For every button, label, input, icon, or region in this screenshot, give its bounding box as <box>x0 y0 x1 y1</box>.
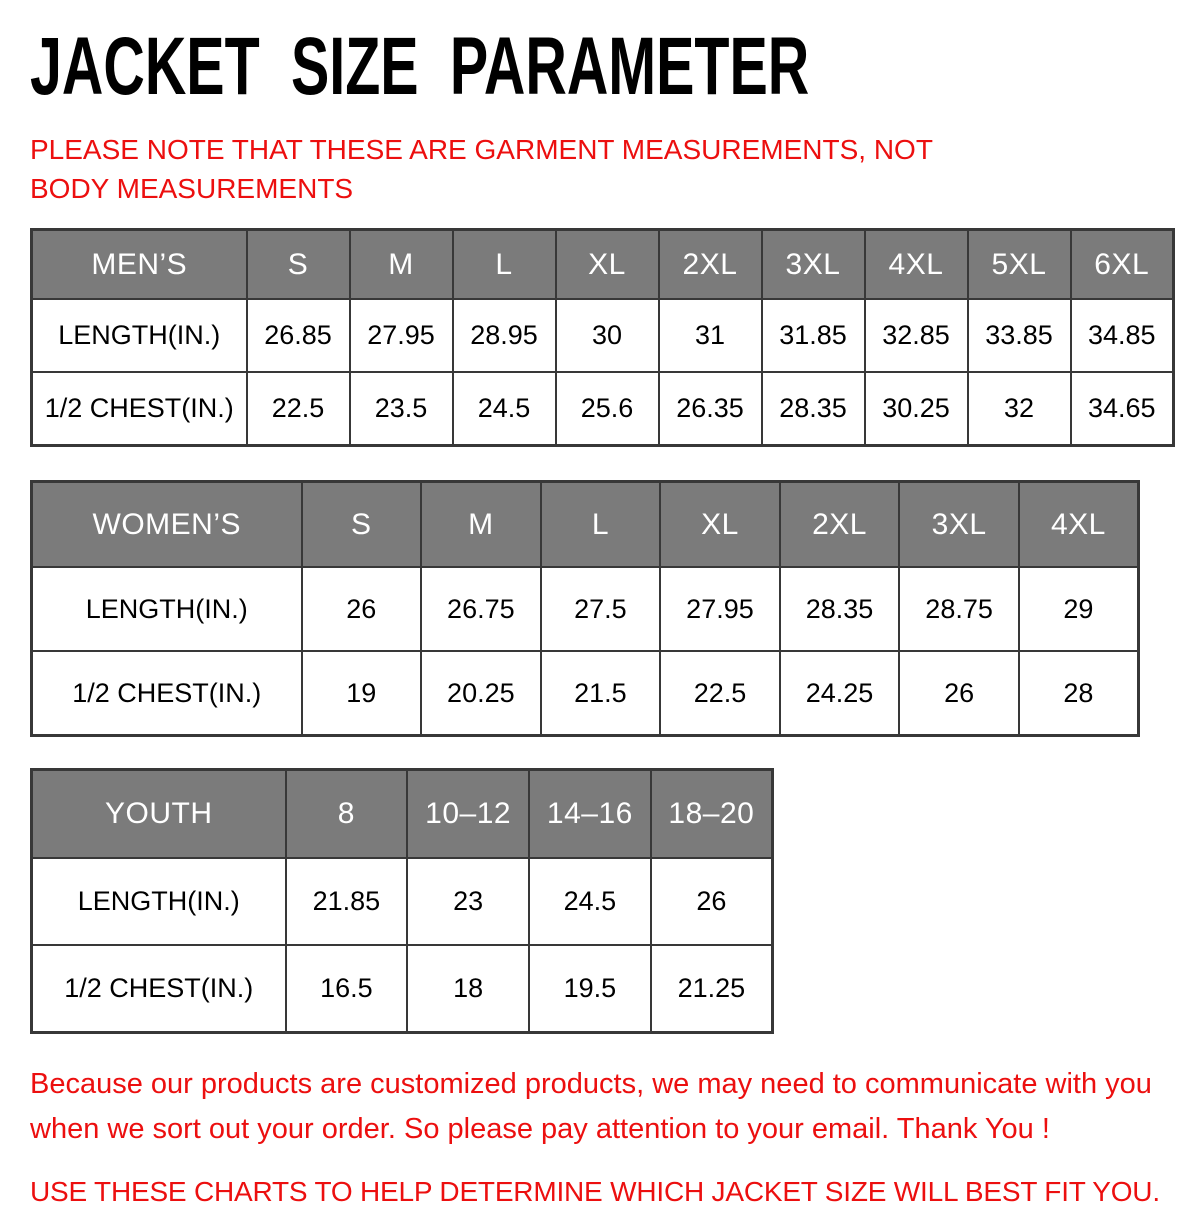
value-cell: 28 <box>1019 651 1139 736</box>
table-row <box>32 567 1139 651</box>
size-header-cell: S <box>247 230 350 300</box>
value-cell: 26 <box>302 567 422 651</box>
value-cell: 24.25 <box>780 651 900 736</box>
size-header-cell: 3XL <box>899 482 1019 568</box>
value-cell: 32.85 <box>865 299 968 372</box>
value-cell: 30.25 <box>865 372 968 446</box>
value-cell: 27.95 <box>660 567 780 651</box>
value-cell: 30 <box>556 299 659 372</box>
row-label-cell: LENGTH(IN.) <box>32 299 247 372</box>
value-cell: 16.5 <box>286 945 408 1033</box>
value-cell: 24.5 <box>453 372 556 446</box>
value-cell: 31.85 <box>762 299 865 372</box>
header-row <box>32 230 1174 300</box>
page-title: JACKET SIZE PARAMETER <box>30 21 810 112</box>
table-row <box>32 299 1174 372</box>
value-cell: 28.35 <box>780 567 900 651</box>
size-header-cell: L <box>453 230 556 300</box>
value-cell: 22.5 <box>247 372 350 446</box>
value-cell: 28.35 <box>762 372 865 446</box>
header-row <box>32 482 1139 568</box>
size-table-mens <box>30 228 1175 447</box>
row-label-cell: 1/2 CHEST(IN.) <box>32 945 286 1033</box>
value-cell: 21.25 <box>651 945 773 1033</box>
row-label-cell: LENGTH(IN.) <box>32 567 302 651</box>
row-label-cell: LENGTH(IN.) <box>32 858 286 945</box>
value-cell: 28.95 <box>453 299 556 372</box>
value-cell: 21.85 <box>286 858 408 945</box>
value-cell: 26 <box>899 651 1019 736</box>
size-table-womens <box>30 480 1140 737</box>
garment-measurement-note: PLEASE NOTE THAT THESE ARE GARMENT MEASUREMENTS, NOT BODY MEASUREMENTS <box>30 134 933 205</box>
value-cell: 26.35 <box>659 372 762 446</box>
value-cell: 27.95 <box>350 299 453 372</box>
womens-size-table-container <box>30 480 1170 737</box>
table-row <box>32 858 773 945</box>
value-cell: 31 <box>659 299 762 372</box>
table-row <box>32 372 1174 446</box>
size-header-cell: 3XL <box>762 230 865 300</box>
row-label-cell: 1/2 CHEST(IN.) <box>32 651 302 736</box>
customization-notice: Because our products are customized products, we may need to communicate with you when we sort out your order. So please pay attention to your email. Thank You ! <box>30 1068 1152 1146</box>
size-header-cell: S <box>302 482 422 568</box>
size-header-cell: 4XL <box>865 230 968 300</box>
value-cell: 24.5 <box>529 858 651 945</box>
mens-size-table-container <box>30 228 1170 447</box>
value-cell: 18 <box>407 945 529 1033</box>
size-header-cell: XL <box>660 482 780 568</box>
value-cell: 32 <box>968 372 1071 446</box>
size-header-cell: 8 <box>286 770 408 859</box>
size-header-cell: M <box>350 230 453 300</box>
youth-size-table-container <box>30 768 1170 1034</box>
table-name-cell: YOUTH <box>32 770 286 859</box>
value-cell: 34.85 <box>1071 299 1174 372</box>
value-cell: 22.5 <box>660 651 780 736</box>
value-cell: 23.5 <box>350 372 453 446</box>
value-cell: 23 <box>407 858 529 945</box>
value-cell: 27.5 <box>541 567 661 651</box>
size-header-cell: M <box>421 482 541 568</box>
table-row <box>32 945 773 1033</box>
usage-note: USE THESE CHARTS TO HELP DETERMINE WHICH JACKET SIZE WILL BEST FIT YOU. <box>30 1176 1160 1208</box>
table-name-cell: WOMEN’S <box>32 482 302 568</box>
size-header-cell: 2XL <box>659 230 762 300</box>
size-table-youth <box>30 768 774 1034</box>
value-cell: 19 <box>302 651 422 736</box>
value-cell: 19.5 <box>529 945 651 1033</box>
header-row <box>32 770 773 859</box>
size-header-cell: 5XL <box>968 230 1071 300</box>
size-header-cell: 14–16 <box>529 770 651 859</box>
size-header-cell: 6XL <box>1071 230 1174 300</box>
value-cell: 34.65 <box>1071 372 1174 446</box>
value-cell: 29 <box>1019 567 1139 651</box>
value-cell: 26 <box>651 858 773 945</box>
size-header-cell: XL <box>556 230 659 300</box>
size-header-cell: 4XL <box>1019 482 1139 568</box>
value-cell: 26.85 <box>247 299 350 372</box>
value-cell: 25.6 <box>556 372 659 446</box>
table-row <box>32 651 1139 736</box>
size-header-cell: 18–20 <box>651 770 773 859</box>
value-cell: 28.75 <box>899 567 1019 651</box>
value-cell: 20.25 <box>421 651 541 736</box>
size-header-cell: L <box>541 482 661 568</box>
size-header-cell: 2XL <box>780 482 900 568</box>
value-cell: 26.75 <box>421 567 541 651</box>
size-header-cell: 10–12 <box>407 770 529 859</box>
table-name-cell: MEN’S <box>32 230 247 300</box>
value-cell: 21.5 <box>541 651 661 736</box>
value-cell: 33.85 <box>968 299 1071 372</box>
row-label-cell: 1/2 CHEST(IN.) <box>32 372 247 446</box>
